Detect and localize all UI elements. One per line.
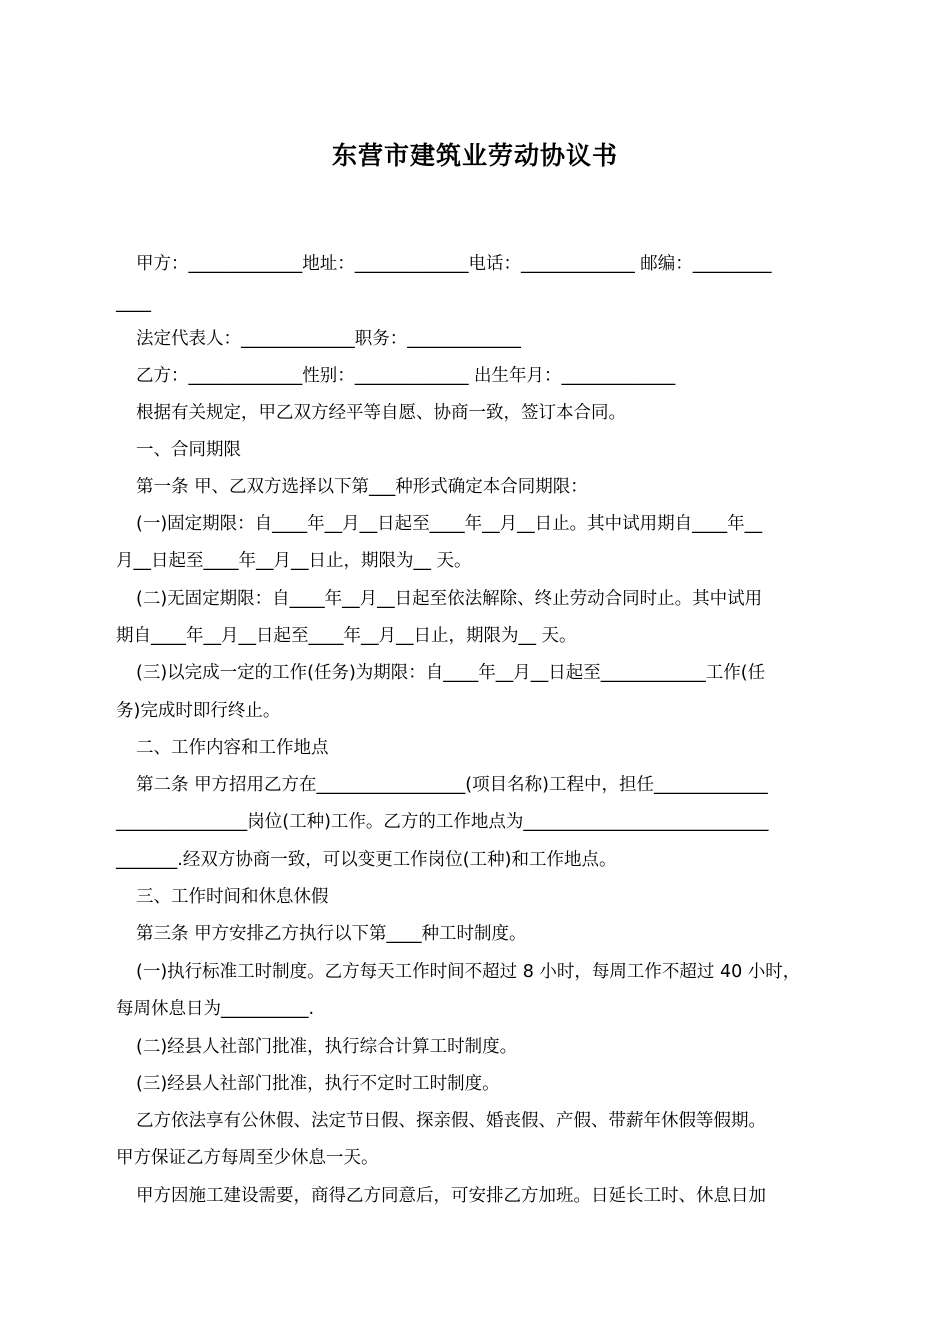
preamble: 根据有关规定，甲乙双方经平等自愿、协商一致，签订本合同。: [136, 403, 626, 423]
section-heading-hours: 三、工作时间和休息休假: [136, 887, 329, 907]
fixed-term-clause: (一)固定期限：自____年__月__日起至____年__月__日止。其中试用期自____年__: [136, 514, 763, 534]
party-a-line: 甲方：_____________地址：_____________电话：_____________ 邮编：_________: [136, 254, 772, 274]
standard-hours-clause-continued: 每周休息日为__________.: [116, 999, 315, 1019]
fixed-term-clause-continued: 月__日起至____年__月__日止，期限为__ 天。: [116, 551, 472, 571]
legal-representative-line: 法定代表人：_____________职务：_____________: [136, 329, 521, 349]
standard-hours-clause: (一)执行标准工时制度。乙方每天工作时间不超过 8 小时，每周工作不超过 40 小时，: [136, 962, 801, 982]
task-term-clause-continued: 务)完成时即行终止。: [116, 701, 281, 721]
leave-clause-continued: 甲方保证乙方每周至少休息一天。: [116, 1148, 379, 1168]
overtime-clause: 甲方因施工建设需要，商得乙方同意后，可安排乙方加班。日延长工时、休息日加: [136, 1186, 766, 1206]
article-3: 第三条 甲方安排乙方执行以下第____种工时制度。: [136, 924, 527, 944]
flexible-hours-clause: (三)经县人社部门批准，执行不定时工时制度。: [136, 1074, 500, 1094]
party-b-line: 乙方：_____________性别：_____________ 出生年月：_____________: [136, 366, 676, 386]
article-2-continued: _______________岗位(工种)工作。乙方的工作地点为____________________________: [116, 812, 769, 832]
task-term-clause: (三)以完成一定的工作(任务)为期限：自____年__月__日起至____________工作(任: [136, 663, 766, 683]
article-2: 第二条 甲方招用乙方在_________________(项目名称)工程中，担任_____________: [136, 775, 768, 795]
party-a-line-continued: ____: [116, 293, 151, 313]
open-term-clause-continued: 期自____年__月__日起至____年__月__日止，期限为__ 天。: [116, 626, 577, 646]
article-1: 第一条 甲、乙双方选择以下第___种形式确定本合同期限：: [136, 477, 588, 497]
leave-clause: 乙方依法享有公休假、法定节日假、探亲假、婚丧假、产假、带薪年休假等假期。: [136, 1111, 766, 1131]
section-heading-work: 二、工作内容和工作地点: [136, 738, 329, 758]
section-heading-term: 一、合同期限: [136, 440, 241, 460]
open-term-clause: (二)无固定期限：自____年__月__日起至依法解除、终止劳动合同时止。其中试用: [136, 589, 763, 609]
comprehensive-hours-clause: (二)经县人社部门批准，执行综合计算工时制度。: [136, 1037, 518, 1057]
article-2-end: _______.经双方协商一致，可以变更工作岗位(工种)和工作地点。: [116, 850, 617, 870]
document-title: 东营市建筑业劳动协议书: [331, 141, 618, 170]
